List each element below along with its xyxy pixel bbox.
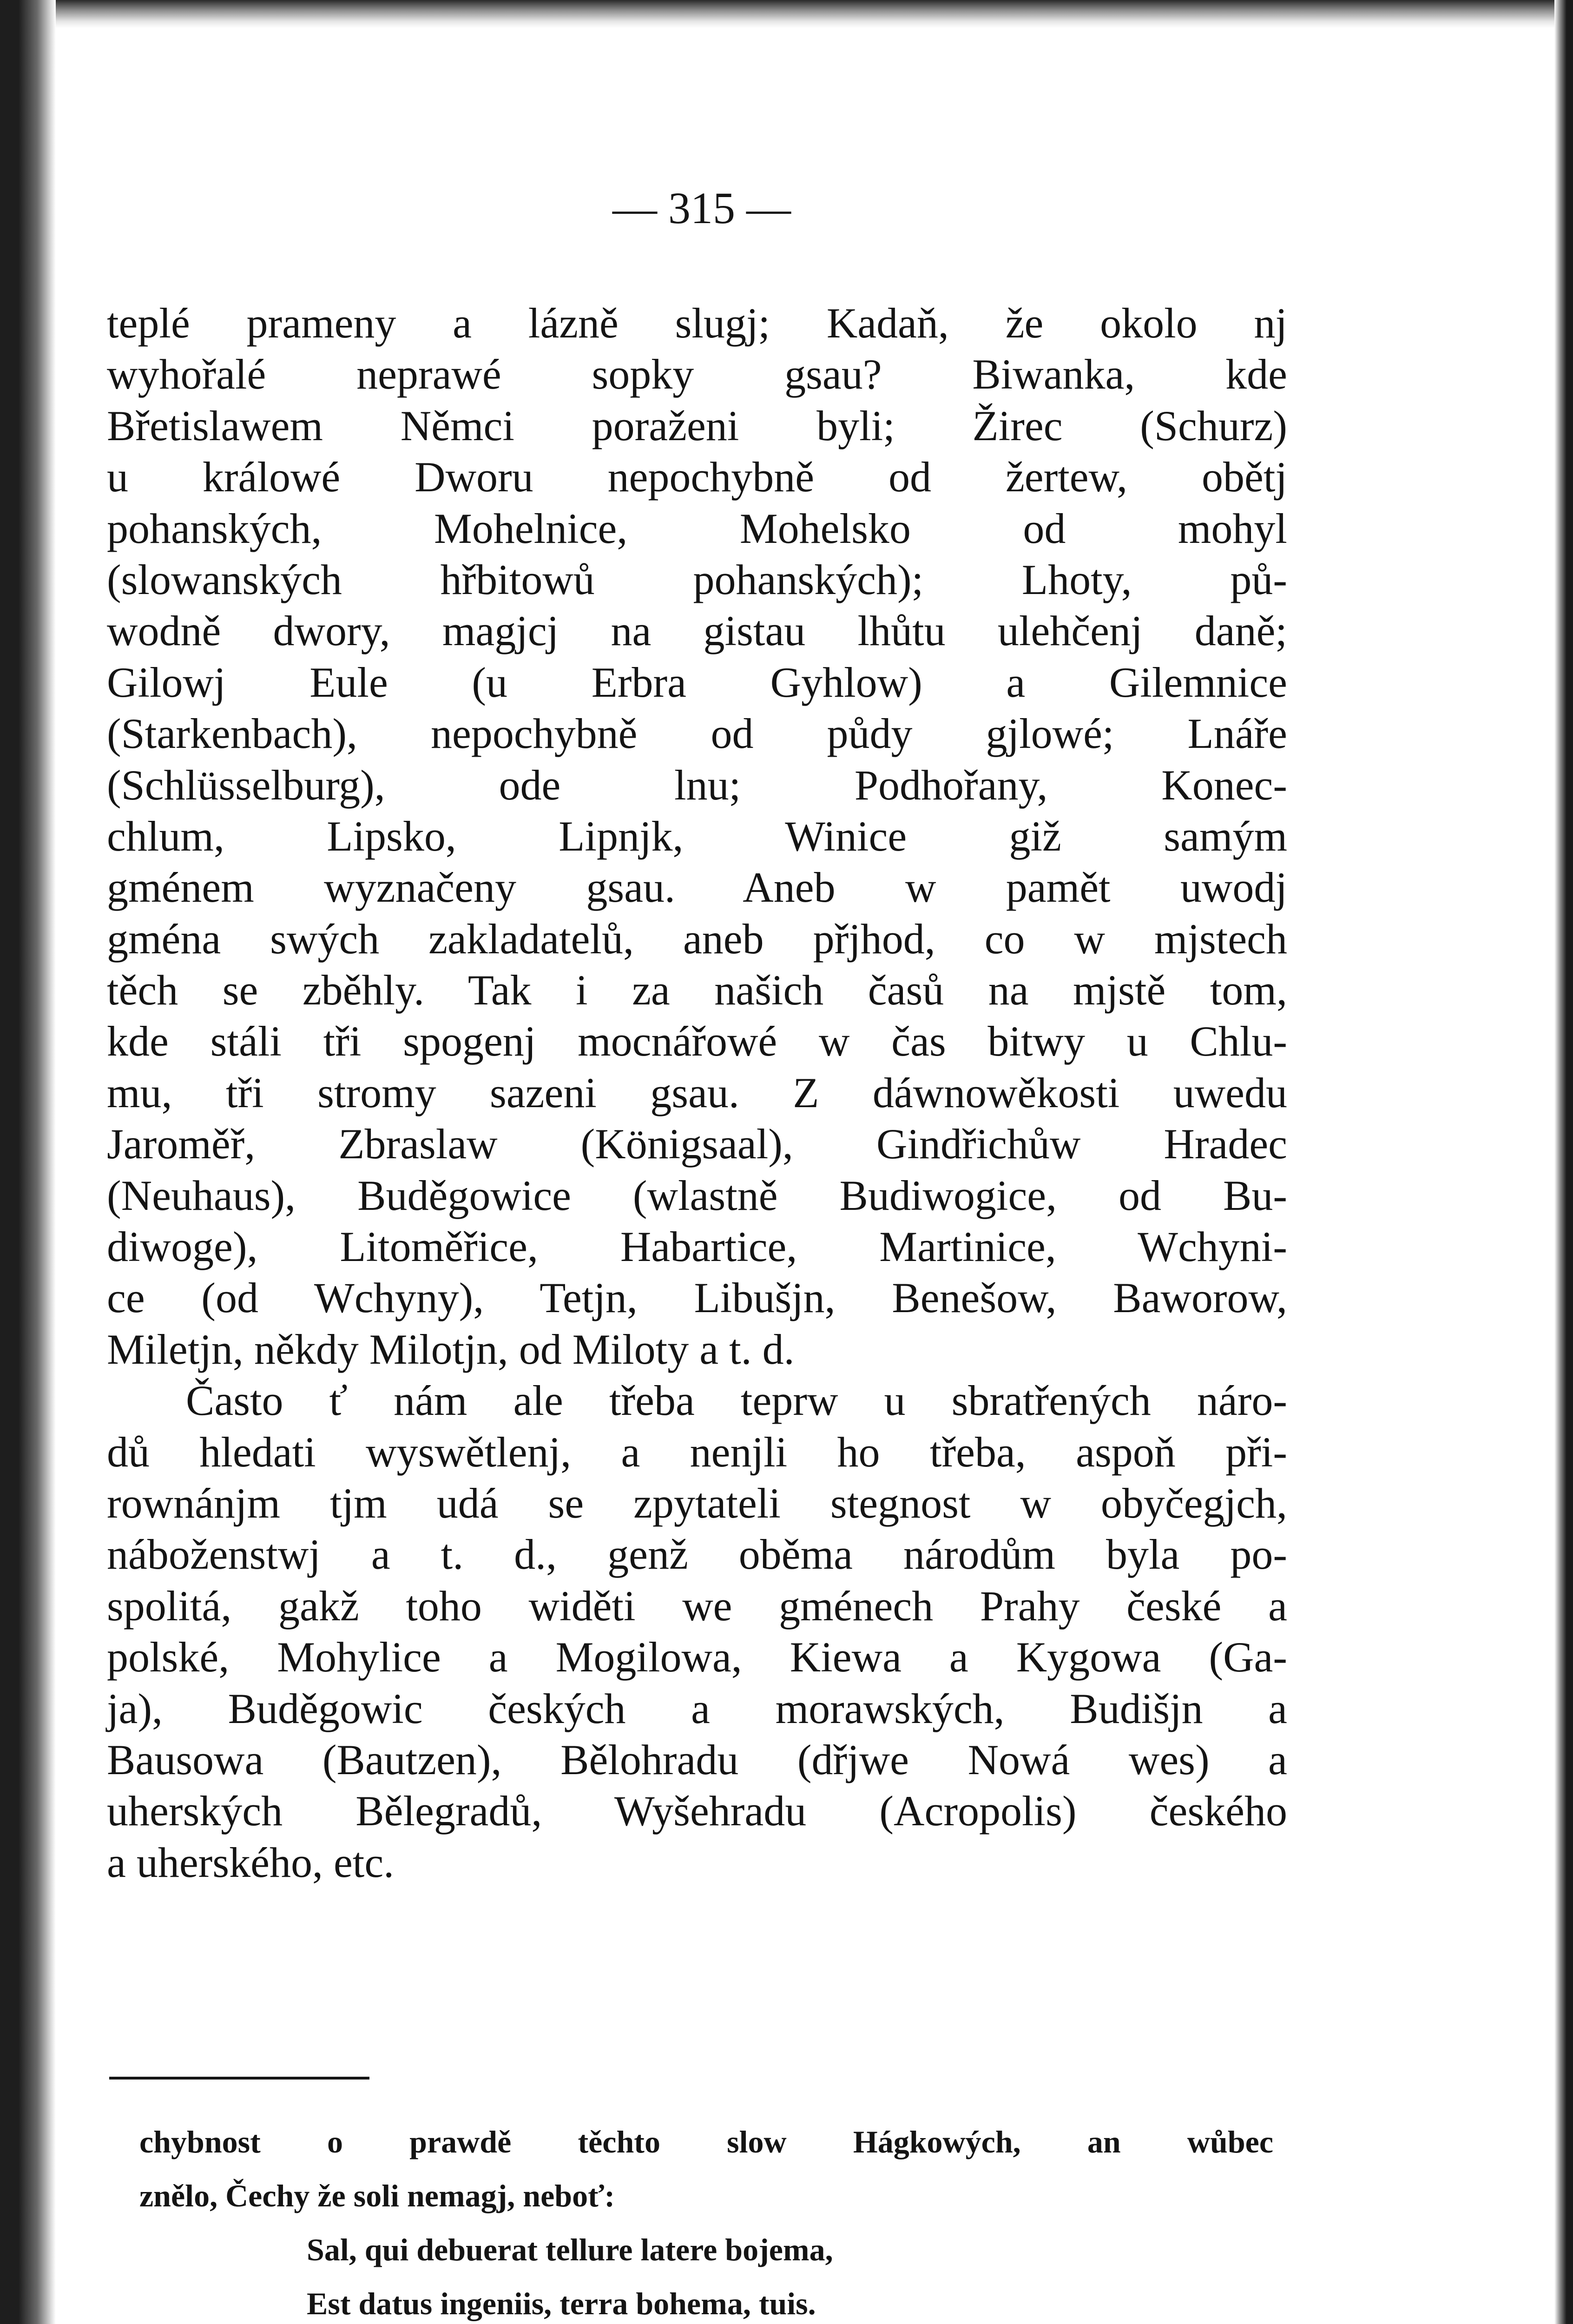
footnote-line: znělo, Čechy že soli nemagj, neboť:: [139, 2178, 615, 2213]
text-line: (Schlüsselburg), ode lnu; Podhořany, Konec-: [107, 761, 1287, 809]
footnote-line: chybnost o prawdě těchto slow Hágkowých, an wůbec: [139, 2124, 1273, 2159]
text-line: (slowanských hřbitowů pohanských); Lhoty, pů-: [107, 555, 1287, 603]
footnote-block: [139, 2115, 1273, 2324]
text-line: diwoge), Litoměřice, Habartice, Martinice, Wchyni-: [107, 1223, 1287, 1271]
text-line: (Neuhaus), Buděgowice (wlastně Budiwogice, od Bu-: [107, 1171, 1287, 1219]
text-line: gména swých zakladatelů, aneb přjhod, co w mjstech: [107, 915, 1287, 963]
main-text-block: [107, 297, 1287, 1888]
text-line: polské, Mohylice a Mogilowa, Kiewa a Kygowa (Ga-: [107, 1633, 1287, 1681]
text-line: spolitá, gakž toho widěti we gménech Prahy české a: [107, 1582, 1287, 1630]
text-line: náboženstwj a t. d., genž oběma národům byla po-: [107, 1531, 1287, 1578]
page-top-edge: [0, 0, 1573, 28]
text-line: teplé prameny a lázně slugj; Kadaň, že okolo nj: [107, 299, 1287, 347]
text-line: u králowé Dworu nepochybně od žertew, obětj: [107, 453, 1287, 501]
footnote-verse-line: Sal, qui debuerat tellure latere bojema,: [307, 2232, 833, 2267]
text-line: uherských Bělegradů, Wyšehradu (Acropolis) českého: [107, 1787, 1287, 1835]
text-line: gménem wyznačeny gsau. Aneb w pamět uwodj: [107, 864, 1287, 911]
text-line: těch se zběhly. Tak i za našich časů na mjstě tom,: [107, 966, 1287, 1014]
text-line: Bausowa (Bautzen), Bělohradu (dřjwe Nowá wes) a: [107, 1736, 1287, 1783]
text-line: rownánjm tjm udá se zpytateli stegnost w obyčegjch,: [107, 1479, 1287, 1527]
text-line-paragraph-end: Miletjn, někdy Milotjn, od Miloty a t. d.: [107, 1325, 795, 1373]
text-line: ja), Buděgowic českých a morawských, Budišjn a: [107, 1684, 1287, 1732]
text-line-paragraph-start: Často ť nám ale třeba teprw u sbratřených náro-: [186, 1377, 1287, 1425]
footnote-divider: [109, 2077, 369, 2080]
text-line: dů hledati wyswětlenj, a nenjli ho třeba, aspoň při-: [107, 1428, 1287, 1476]
page-right-edge: [1554, 0, 1573, 2324]
text-line: (Starkenbach), nepochybně od půdy gjlowé; Lnáře: [107, 710, 1287, 758]
footnote-verse-line: Est datus ingeniis, terra bohema, tuis.: [307, 2286, 816, 2321]
text-line: kde stáli tři spogenj mocnářowé w čas bitwy u Chlu-: [107, 1017, 1287, 1065]
text-line: wyhořalé neprawé sopky gsau? Biwanka, kde: [107, 350, 1287, 398]
text-line: Gilowj Eule (u Erbra Gyhlow) a Gilemnice: [107, 658, 1287, 706]
text-line: pohanských, Mohelnice, Mohelsko od mohyl: [107, 504, 1287, 552]
text-line: ce (od Wchyny), Tetjn, Libušjn, Benešow, Baworow,: [107, 1274, 1287, 1322]
page-number: — 315 —: [612, 183, 791, 233]
text-line: Břetislawem Němci poraženi byli; Žirec (Schurz): [107, 402, 1287, 449]
text-line-paragraph-end: a uherského, etc.: [107, 1838, 395, 1886]
book-gutter-shadow: [0, 0, 56, 2324]
text-line: chlum, Lipsko, Lipnjk, Winice giž samým: [107, 812, 1287, 860]
text-line: mu, tři stromy sazeni gsau. Z dáwnowěkosti uwedu: [107, 1069, 1287, 1116]
text-line: Jaroměř, Zbraslaw (Königsaal), Gindřichůw Hradec: [107, 1120, 1287, 1168]
text-line: wodně dwory, magjcj na gistau lhůtu ulehčenj daně;: [107, 607, 1287, 655]
